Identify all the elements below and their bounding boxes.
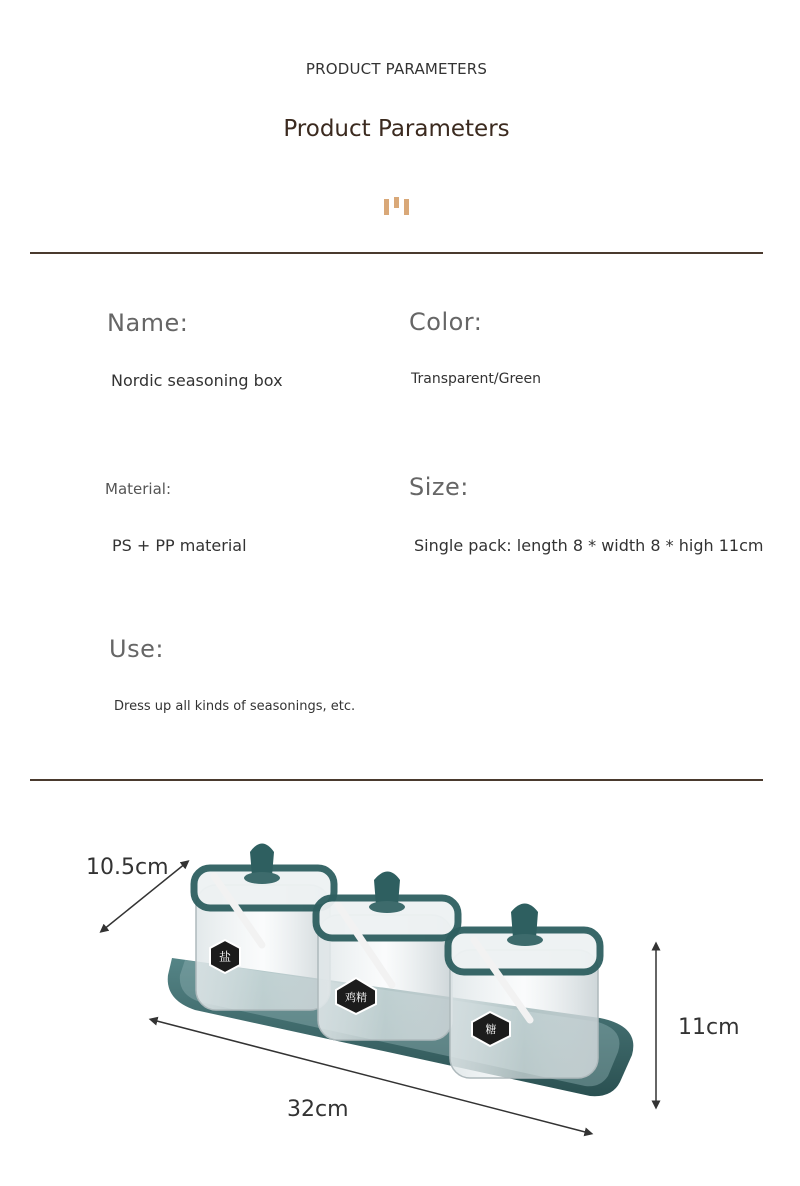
- use-value: Dress up all kinds of seasonings, etc.: [114, 699, 356, 714]
- name-label: Name:: [107, 309, 189, 337]
- divider-top: [30, 252, 763, 254]
- jar-label-sugar: 糖: [485, 1023, 497, 1036]
- height-dimension: 11cm: [678, 1015, 740, 1040]
- page-title: Product Parameters: [283, 116, 510, 142]
- jar-sugar: [448, 904, 600, 1079]
- depth-dimension: 10.5cm: [86, 855, 169, 880]
- material-label: Material:: [105, 480, 171, 498]
- jar-label-chicken: 鸡精: [345, 991, 367, 1004]
- color-label: Color:: [409, 308, 483, 336]
- size-value: Single pack: length 8 * width 8 * high 11cm: [414, 536, 764, 555]
- section-kicker: PRODUCT PARAMETERS: [305, 60, 488, 78]
- name-value: Nordic seasoning box: [111, 371, 283, 390]
- color-value: Transparent/Green: [411, 371, 541, 387]
- divider-bottom: [30, 779, 763, 781]
- jar-chicken-essence: [316, 872, 458, 1041]
- length-dimension: 32cm: [287, 1097, 349, 1122]
- decorative-bars-icon: [384, 197, 410, 221]
- jar-label-salt: 盐: [218, 950, 232, 964]
- use-label: Use:: [109, 635, 164, 663]
- size-label: Size:: [409, 473, 469, 501]
- jar-salt: [194, 844, 334, 1011]
- material-value: PS + PP material: [112, 536, 247, 555]
- product-illustration: [0, 790, 800, 1186]
